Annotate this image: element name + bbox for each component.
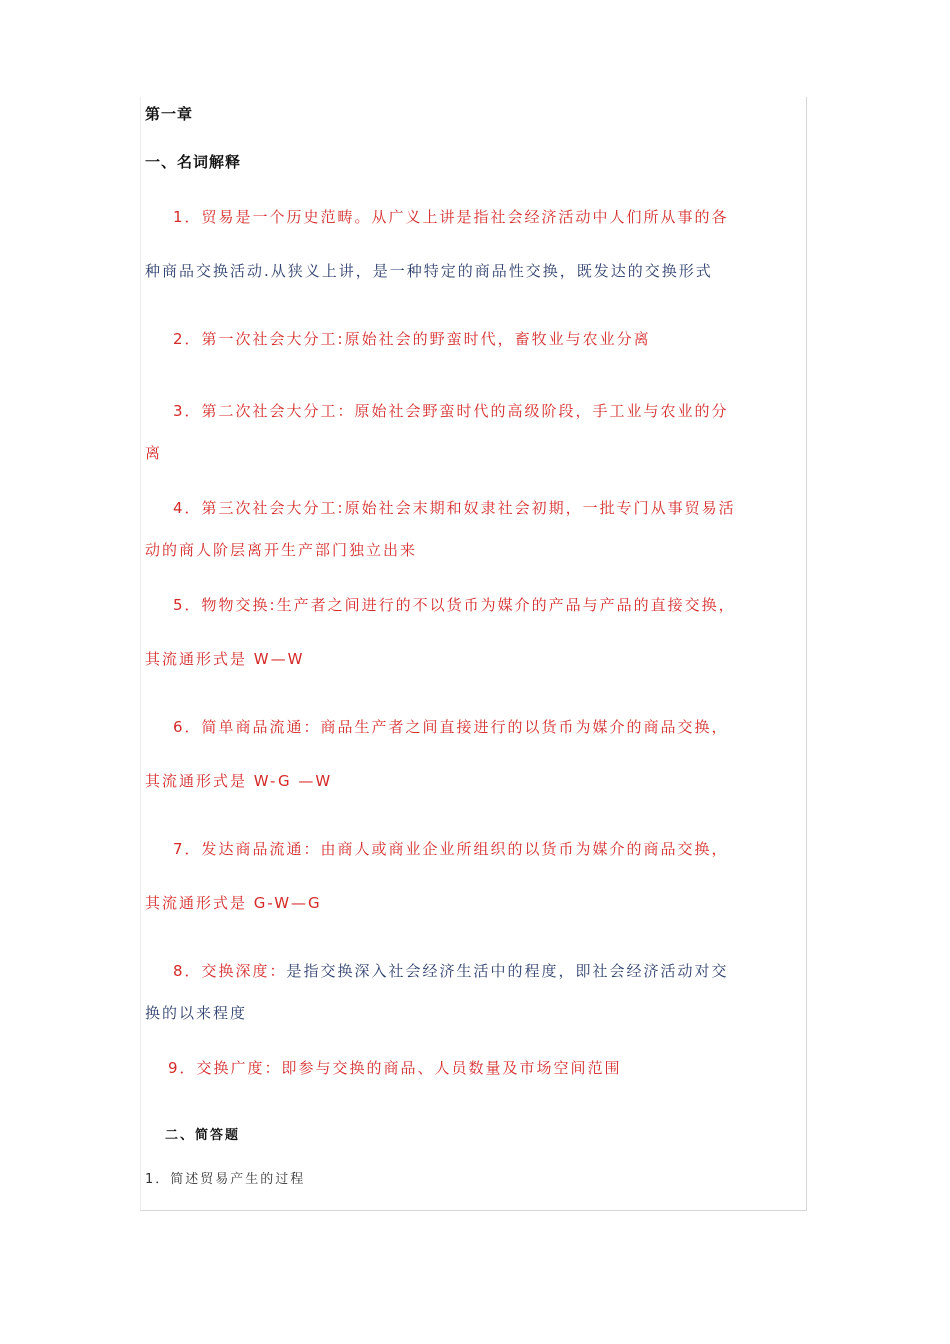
term-7-line-2: 其流通形式是 G-W—G <box>145 894 322 912</box>
section-heading-terms: 一、名词解释 <box>145 153 242 171</box>
term-5-line-2: 其流通形式是 W—W <box>145 650 305 668</box>
term-4-line-1: 4．第三次社会大分工:原始社会末期和奴隶社会初期，一批专门从事贸易活 <box>173 499 736 517</box>
term-8-line-1: 8．交换深度：是指交换深入社会经济生活中的程度，即社会经济活动对交 <box>173 962 729 980</box>
term-1-line-2: 种商品交换活动.从狭义上讲，是一种特定的商品性交换，既发达的交换形式 <box>145 262 713 280</box>
term-3-line-2: 离 <box>145 444 163 462</box>
term-9: 9．交换广度：即参与交换的商品、人员数量及市场空间范围 <box>168 1059 622 1077</box>
question-1: 1．简述贸易产生的过程 <box>145 1172 306 1187</box>
term-5-line-1: 5．物物交换:生产者之间进行的不以货币为媒介的产品与产品的直接交换， <box>173 596 736 614</box>
term-8-line-2: 换的以来程度 <box>145 1004 248 1022</box>
term-7-line-1: 7．发达商品流通：由商人或商业企业所组织的以货币为媒介的商品交换， <box>173 840 729 858</box>
chapter-title: 第一章 <box>145 105 194 123</box>
term-4-line-2: 动的商人阶层离开生产部门独立出来 <box>145 541 418 559</box>
section-heading-short-answer: 二、简答题 <box>165 1128 241 1143</box>
term-6-line-2: 其流通形式是 W-G —W <box>145 772 333 790</box>
term-2: 2．第一次社会大分工:原始社会的野蛮时代，畜牧业与农业分离 <box>173 330 651 348</box>
term-6-line-1: 6．简单商品流通：商品生产者之间直接进行的以货币为媒介的商品交换， <box>173 718 729 736</box>
term-3-line-1: 3．第二次社会大分工：原始社会野蛮时代的高级阶段，手工业与农业的分 <box>173 402 729 420</box>
term-1-line-1: 1．贸易是一个历史范畴。从广义上讲是指社会经济活动中人们所从事的各 <box>173 208 729 226</box>
